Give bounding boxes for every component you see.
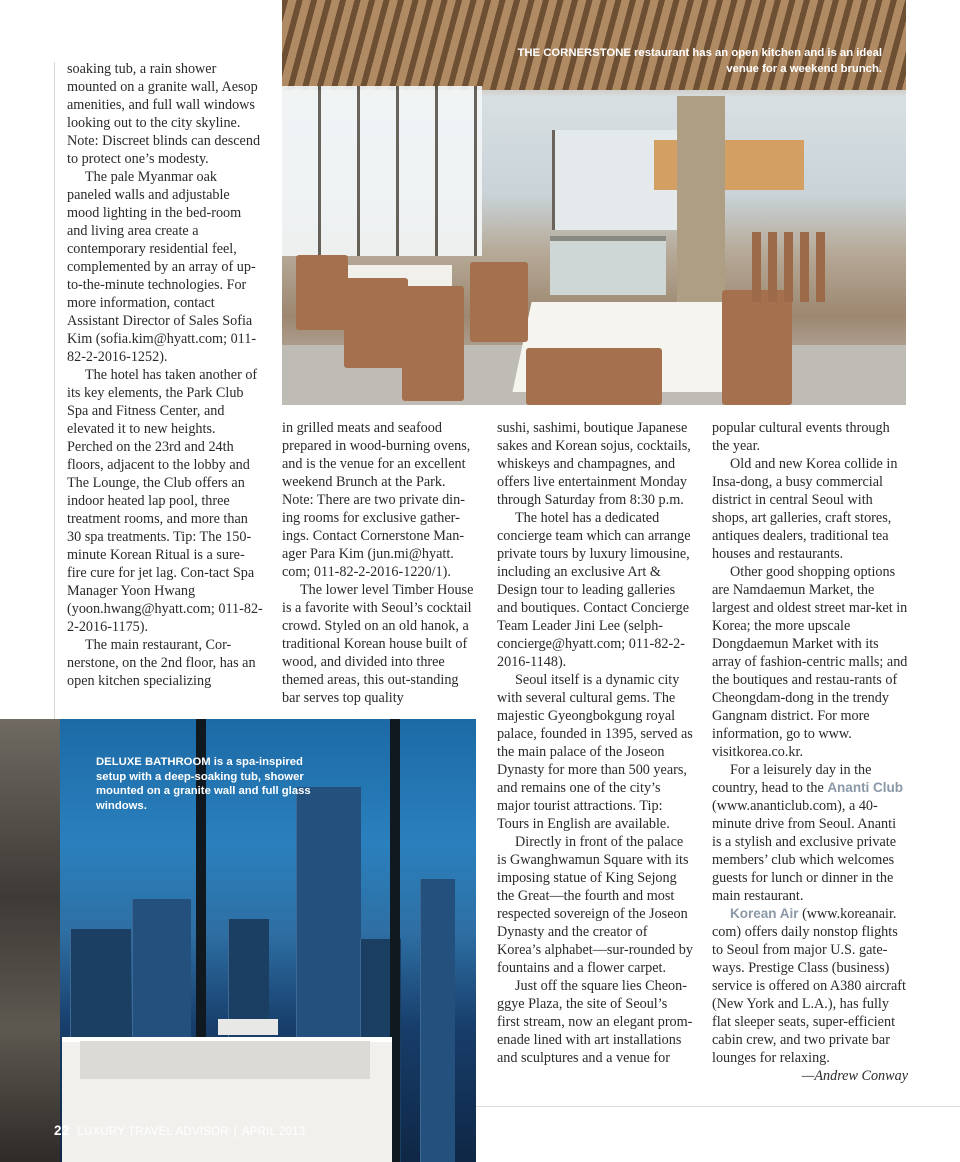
bar-stool — [768, 232, 777, 302]
stone-pillar — [677, 96, 725, 316]
paragraph: The hotel has taken another of its key elements, the Park Club Spa and Fitness Center, and elevated it to new heights. Perched on the 23rd and 24th floors, adjacent to the lobby and The Lounge, the Club offers an indoor heated lap pool, three treatment rooms, and more than 30 spa treatments. Tip: The 150-minute Korean Ritual is a sure-fire cure for jet lag. Con-tact Spa Manager Yoon Hwang (yoon.hwang@hyatt.com; 011-82-2-2016-1175). — [67, 367, 263, 635]
article-column-2 — [282, 419, 478, 707]
page-folio — [54, 1123, 305, 1138]
tub-faucet — [218, 1019, 278, 1035]
bottom-rule — [476, 1106, 960, 1107]
restaurant-photo — [282, 0, 906, 405]
brand-name: Korean Air — [730, 906, 799, 921]
paragraph: Old and new Korea collide in Insa-dong, a busy commercial district in central Seoul with shops, art galleries, craft stores, antiques dealers, traditional tea houses and restaurants. — [712, 456, 898, 562]
chair — [344, 278, 408, 368]
skyscraper — [420, 879, 455, 1162]
issue-date: APRIL 2013 — [241, 1126, 306, 1138]
author-signature: —Andrew Conway — [801, 1068, 908, 1084]
page-number: 22 — [54, 1123, 70, 1138]
text: (www.koreanair. com) offers daily nonstop flights to Seoul from major U.S. gate-ways. Prestige Class (business) service is offered on A380 aircraft (New York and L.A.), has fully flat sleeper seats, super-efficient cabin crew, and two private bar lounges for relaxing. — [712, 906, 906, 1066]
folio-separator: | — [233, 1126, 237, 1138]
paragraph: Other good shopping options are Namdaemun Market, the largest and oldest street mar-ket in Korea; the more upscale Dongdaemun Market with its array of fashion-centric malls; and the boutiques and restau-rants of Cheongdam-dong in the trendy Gangnam district. For more information, go to www. visitkorea.co.kr. — [712, 564, 908, 760]
chair — [526, 348, 662, 405]
paragraph — [712, 761, 908, 905]
paragraph: Seoul itself is a dynamic city with several cultural gems. The majestic Gyeongbokgung royal palace, founded in 1395, served as the main palace of the Joseon Dynasty for more than 500 years, and remains one of the city’s major tourist attractions. Tip: Tours in English are available. — [497, 672, 693, 832]
paragraph: Just off the square lies Cheon-ggye Plaza, the site of Seoul’s first stream, now an elegant prom-enade lined with art installations and sculptures and a venue for — [497, 978, 693, 1066]
bar-stool — [816, 232, 825, 302]
paragraph — [712, 905, 908, 1067]
restaurant-caption: THE CORNERSTONE restaurant has an open kitchen and is an ideal venue for a weekend brunch. — [517, 47, 882, 75]
chair — [296, 255, 348, 330]
paragraph: The lower level Timber House is a favorite with Seoul’s cocktail crowd. Styled on an old hanok, a traditional Korean house built of wood, and divided into three themed areas, this out-standing bar serves top quality — [282, 582, 474, 706]
granite-wall — [0, 719, 60, 1162]
paragraph: sushi, sashimi, boutique Japanese sakes and Korean sojus, cocktails, whiskeys and champagnes, and offers live entertainment Monday through Saturday from 8:30 p.m. — [497, 420, 691, 508]
bar-stool — [800, 232, 809, 302]
bar-stool — [784, 232, 793, 302]
tub-basin — [80, 1041, 370, 1079]
bar-stool — [752, 232, 761, 302]
brand-name: Ananti Club — [827, 780, 904, 795]
paragraph: soaking tub, a rain shower mounted on a granite wall, Aesop amenities, and full wall windows looking out to the city skyline. Note: Discreet blinds can descend to protect one’s modesty. — [67, 61, 261, 167]
article-column-4 — [712, 419, 908, 1085]
paragraph: The pale Myanmar oak paneled walls and adjustable mood lighting in the bed-room and living area create a contemporary residential feel, complemented by an array of up-to-the-minute technologies. For more information, contact Assistant Director of Sales Sofia Kim (sofia.kim@hyatt.com; 011-82-2-2016-1252). — [67, 169, 257, 365]
article-column-1 — [67, 60, 263, 690]
paragraph: Directly in front of the palace is Gwanghwamun Square with its imposing statue of King Sejong the Great—the fourth and most respected sovereign of the Joseon Dynasty and the creator of Korea’s alphabet—sur-rounded by fountains and a flower carpet. — [497, 834, 693, 976]
bathroom-photo — [0, 719, 476, 1162]
paragraph: The main restaurant, Cor-nerstone, on the 2nd floor, has an open kitchen specializing — [67, 637, 256, 689]
chair — [470, 262, 528, 342]
chair — [722, 290, 792, 405]
paragraph: popular cultural events through the year. — [712, 420, 890, 454]
paragraph: The hotel has a dedicated concierge team which can arrange private tours by luxury limousine, including an exclusive Art & Design tour to leading galleries and boutiques. Contact Concierge Team Leader Jini Lee (selph-concierge@hyatt.com; 011-82-2-2016-1148). — [497, 510, 691, 670]
text: (www.ananticlub.com), a 40-minute drive from Seoul. Ananti is a stylish and exclusive private members’ club which welcomes guests for lunch or dinner in the main restaurant. — [712, 798, 897, 904]
bathroom-caption: DELUXE BATHROOM is a spa-inspired setup with a deep-soaking tub, shower mounted on a granite wall and full glass windows. — [96, 756, 311, 812]
glass-window — [282, 86, 482, 256]
paragraph: in grilled meats and seafood prepared in wood-burning ovens, and is the venue for an excellent weekend Brunch at the Park. Note: There are two private din-ing rooms for exclusive gather-ings. Contact Cornerstone Man-ager Para Kim (jun.mi@hyatt. com; 011-82-2-2016-1220/1). — [282, 420, 471, 580]
chair — [402, 286, 464, 401]
publication-name: LUXURY TRAVEL ADVISOR — [77, 1126, 229, 1138]
display-counter — [550, 236, 666, 295]
text: For a leisurely day in the country, head to the — [712, 762, 872, 796]
article-column-3 — [497, 419, 693, 1067]
